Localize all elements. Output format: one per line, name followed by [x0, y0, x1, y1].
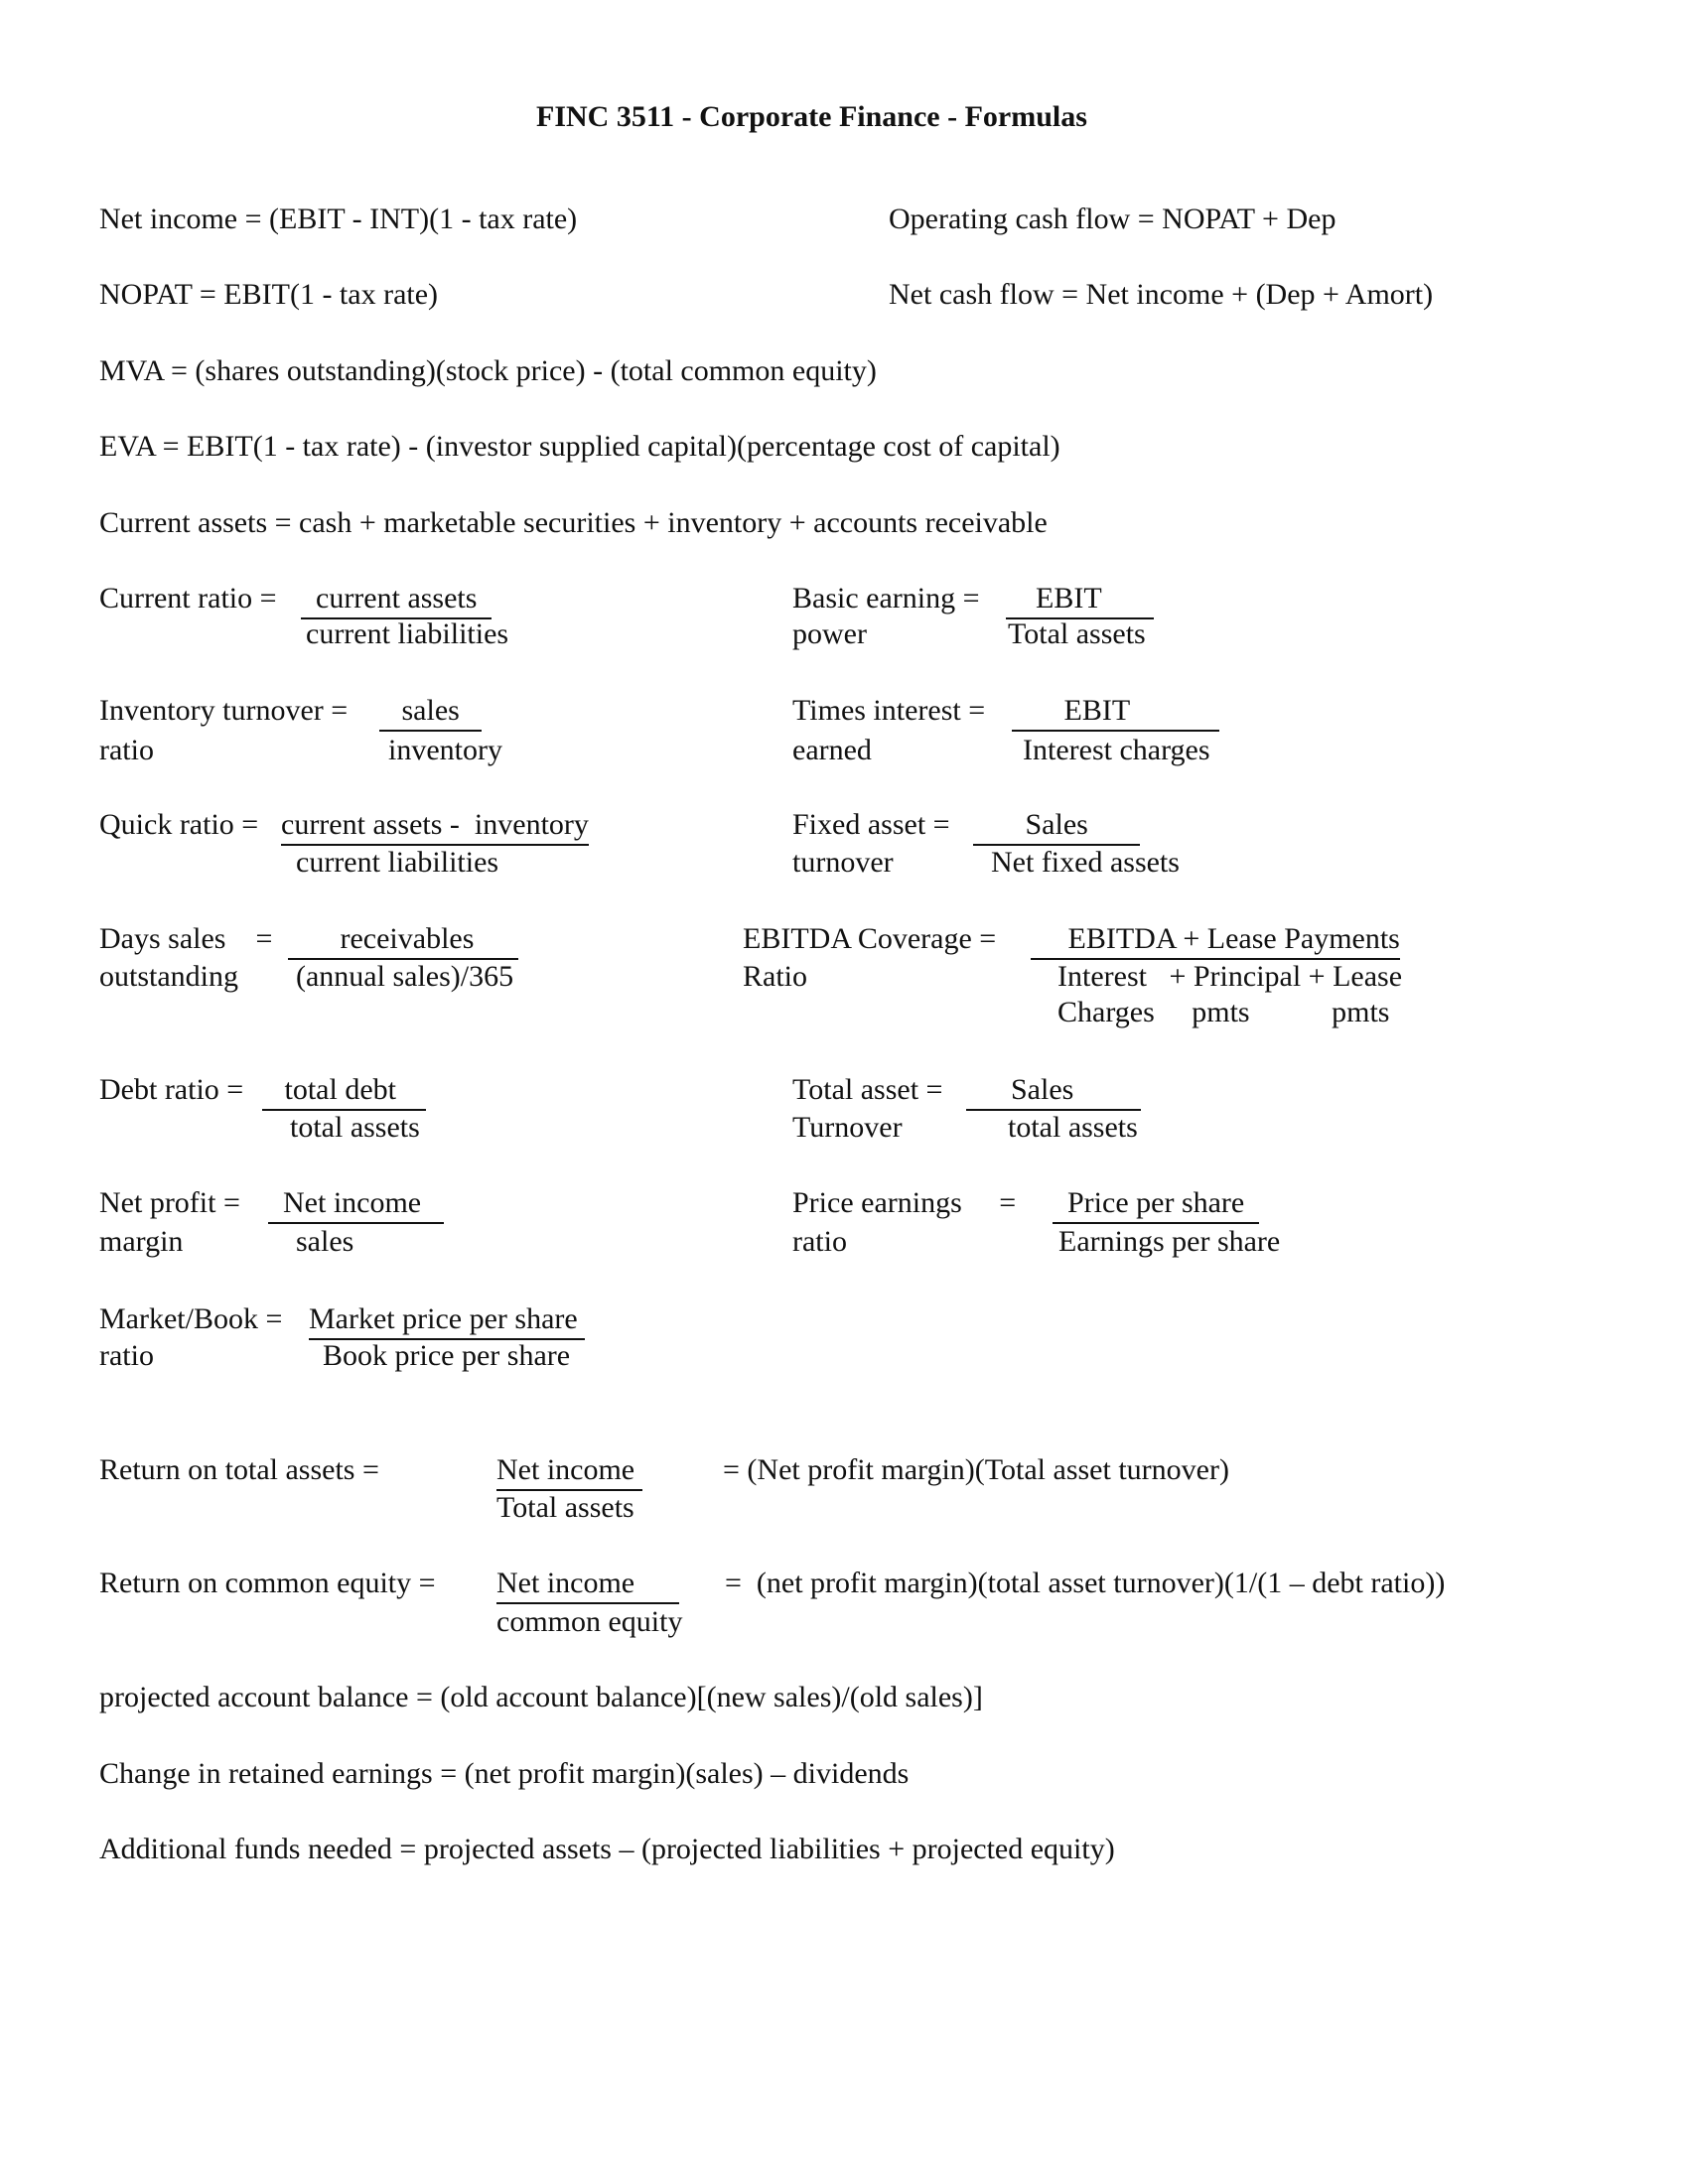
inventory-turnover-label: Inventory turnover =: [99, 694, 349, 727]
net-cash-flow-formula: Net cash flow = Net income + (Dep + Amort): [889, 278, 1434, 311]
total-asset-label-2: Turnover: [792, 1111, 903, 1144]
price-earnings-numerator: Price per share: [1053, 1185, 1259, 1224]
total-asset-label: Total asset =: [792, 1073, 943, 1106]
market-book-numerator: Market price per share: [309, 1301, 585, 1340]
eva-formula: EVA = EBIT(1 - tax rate) - (investor supplied capital)(percentage cost of capital): [99, 430, 1060, 463]
price-earnings-label: Price earnings =: [792, 1186, 1017, 1219]
roe-denominator: common equity: [496, 1605, 683, 1638]
net-profit-numerator: Net income: [268, 1185, 444, 1224]
days-sales-numerator: receivables: [288, 921, 518, 960]
ebitda-coverage-denominator-2: Charges pmts pmts: [1057, 996, 1390, 1028]
quick-ratio-denominator: current liabilities: [296, 846, 499, 879]
fixed-asset-label-2: turnover: [792, 846, 894, 879]
ebitda-coverage-denominator-1: Interest + Principal + Lease: [1057, 960, 1403, 993]
roa-label: Return on total assets =: [99, 1453, 379, 1486]
basic-earning-label: Basic earning =: [792, 582, 980, 614]
net-profit-label-2: margin: [99, 1225, 184, 1258]
days-sales-label: Days sales =: [99, 922, 273, 955]
debt-ratio-label: Debt ratio =: [99, 1073, 244, 1106]
debt-ratio-numerator: total debt: [262, 1072, 426, 1111]
quick-ratio-label: Quick ratio =: [99, 808, 259, 841]
page-title: FINC 3511 - Corporate Finance - Formulas: [536, 100, 1087, 133]
net-profit-denominator: sales: [296, 1225, 354, 1258]
debt-ratio-denominator: total assets: [290, 1111, 420, 1144]
net-profit-label: Net profit =: [99, 1186, 240, 1219]
change-retained-earnings-formula: Change in retained earnings = (net profit margin)(sales) – dividends: [99, 1757, 910, 1790]
ebitda-coverage-numerator: EBITDA + Lease Payments: [1031, 921, 1400, 960]
days-sales-denominator: (annual sales)/365: [296, 960, 514, 993]
mva-formula: MVA = (shares outstanding)(stock price) - (total common equity): [99, 354, 877, 387]
market-book-denominator: Book price per share: [323, 1339, 571, 1372]
additional-funds-needed-formula: Additional funds needed = projected assets – (projected liabilities + projected equity): [99, 1833, 1115, 1865]
roa-rhs: = (Net profit margin)(Total asset turnover): [723, 1453, 1229, 1486]
current-assets-formula: Current assets = cash + marketable securities + inventory + accounts receivable: [99, 506, 1048, 539]
current-ratio-numerator: current assets: [301, 581, 492, 619]
total-asset-numerator: Sales: [966, 1072, 1141, 1111]
roe-numerator: Net income: [496, 1566, 679, 1604]
nopat-formula: NOPAT = EBIT(1 - tax rate): [99, 278, 439, 311]
inventory-turnover-label-2: ratio: [99, 734, 154, 766]
market-book-label-2: ratio: [99, 1339, 154, 1372]
inventory-turnover-numerator: sales: [379, 693, 482, 732]
days-sales-label-2: outstanding: [99, 960, 238, 993]
times-interest-label-2: earned: [792, 734, 872, 766]
market-book-label: Market/Book =: [99, 1302, 283, 1335]
fixed-asset-label: Fixed asset =: [792, 808, 950, 841]
current-ratio-denominator: current liabilities: [306, 617, 509, 650]
price-earnings-label-2: ratio: [792, 1225, 847, 1258]
total-asset-denominator: total assets: [1008, 1111, 1138, 1144]
roa-denominator: Total assets: [496, 1491, 634, 1524]
times-interest-numerator: EBIT: [1012, 693, 1219, 732]
projected-balance-formula: projected account balance = (old account balance)[(new sales)/(old sales)]: [99, 1681, 983, 1713]
roe-rhs: = (net profit margin)(total asset turnover)(1/(1 – debt ratio)): [725, 1567, 1446, 1599]
price-earnings-denominator: Earnings per share: [1058, 1225, 1281, 1258]
operating-cash-flow-formula: Operating cash flow = NOPAT + Dep: [889, 203, 1336, 235]
basic-earning-numerator: EBIT: [1006, 581, 1154, 619]
times-interest-denominator: Interest charges: [1023, 734, 1210, 766]
roa-numerator: Net income: [496, 1452, 642, 1491]
fixed-asset-denominator: Net fixed assets: [991, 846, 1180, 879]
net-income-formula: Net income = (EBIT - INT)(1 - tax rate): [99, 203, 578, 235]
inventory-turnover-denominator: inventory: [388, 734, 502, 766]
quick-ratio-numerator: current assets - inventory: [281, 807, 589, 846]
roe-label: Return on common equity =: [99, 1567, 436, 1599]
ebitda-coverage-label-2: Ratio: [743, 960, 807, 993]
ebitda-coverage-label: EBITDA Coverage =: [743, 922, 997, 955]
basic-earning-label-2: power: [792, 617, 867, 650]
fixed-asset-numerator: Sales: [973, 807, 1140, 846]
basic-earning-denominator: Total assets: [1008, 617, 1146, 650]
current-ratio-label: Current ratio =: [99, 582, 277, 614]
times-interest-label: Times interest =: [792, 694, 986, 727]
